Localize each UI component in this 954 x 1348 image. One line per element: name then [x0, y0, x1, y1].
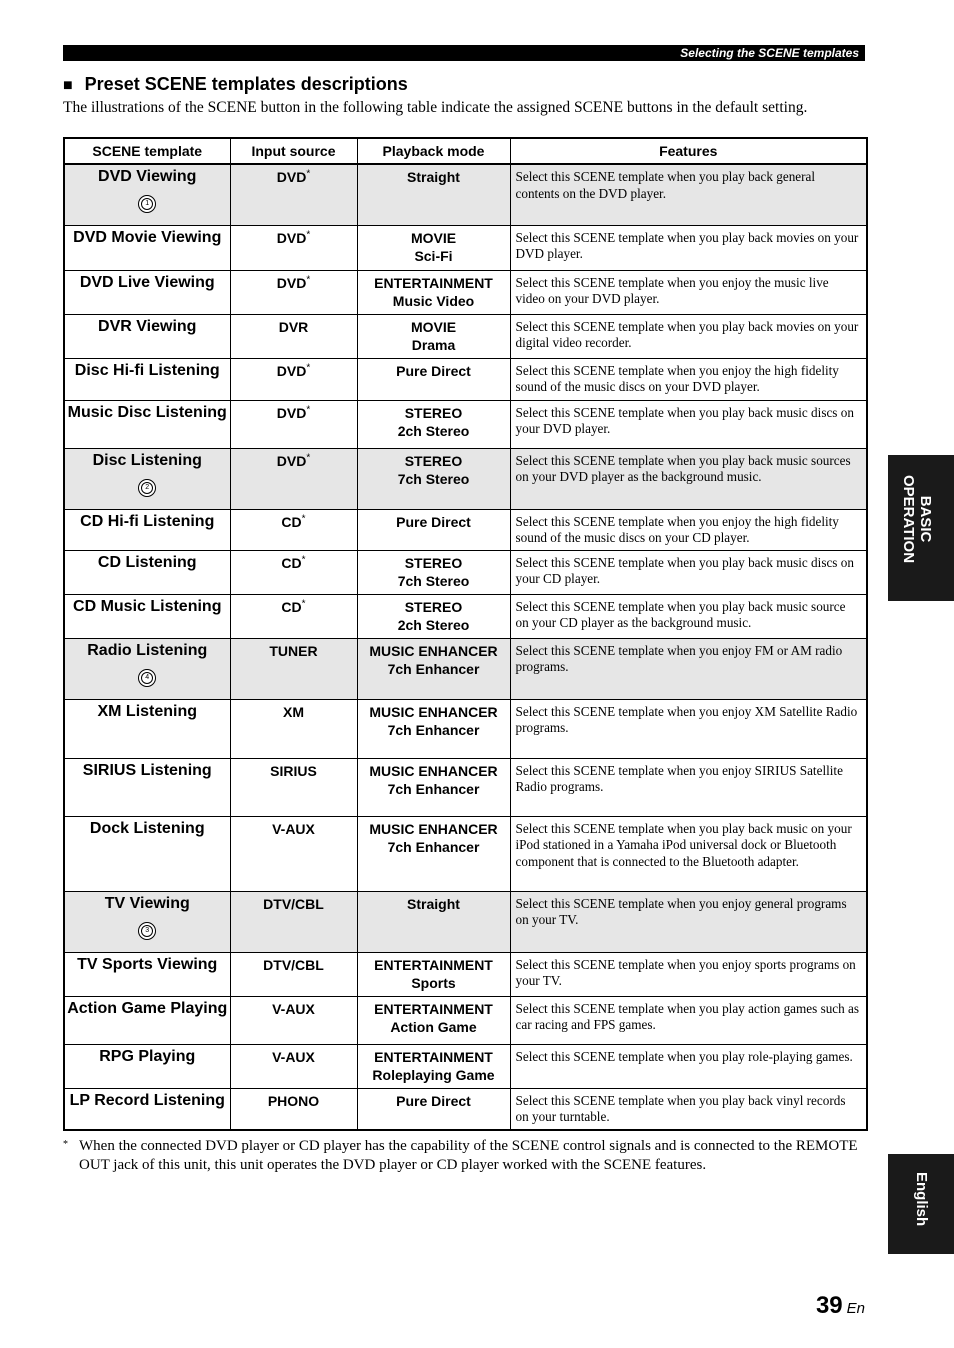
scene-template-name: DVD Viewing: [98, 168, 197, 185]
playback-mode-cell: [357, 314, 510, 358]
playback-mode: Straight: [407, 895, 460, 912]
footnote: [63, 1137, 858, 1175]
running-title: Selecting the SCENE templates: [680, 46, 859, 60]
page-number-value: 39: [815, 1292, 843, 1319]
playback-mode: Straight: [407, 169, 460, 185]
features-cell: Select this SCENE template when you play back movies on your DVD player.: [510, 225, 867, 270]
playback-mode: MUSIC ENHANCER: [369, 820, 498, 837]
footnote-asterisk: *: [306, 228, 311, 240]
playback-mode: MUSIC ENHANCER: [369, 762, 498, 779]
features-cell: Select this SCENE template when you play back music on your iPod stationed in a Yamaha iPod universal dock or Bluetooth component that is connected to the Bluetooth adapter.: [510, 816, 867, 891]
playback-submode: Sci-Fi: [414, 248, 453, 264]
scene-template-cell: [64, 400, 230, 448]
scene-template-cell: [64, 509, 230, 550]
footnote-text: When the connected DVD player or CD player has the capability of the SCENE control signals and is connected to the REMOTE OUT jack of this unit, this unit operates the DVD player or CD player worked with the SCENE features.: [79, 1138, 858, 1173]
playback-submode: 7ch Enhancer: [387, 661, 480, 677]
features-cell: Select this SCENE template when you enjoy the high fidelity sound of the music discs on your DVD player.: [510, 358, 867, 400]
scene-template-cell: [64, 1088, 230, 1130]
playback-submode: Music Video: [392, 293, 475, 309]
page-number: [816, 1292, 865, 1320]
features-cell: Select this SCENE template when you play back vinyl records on your turntable.: [510, 1088, 867, 1130]
footnote-asterisk: *: [306, 361, 311, 373]
input-source-cell: [230, 638, 357, 699]
scene-template-cell: [64, 638, 230, 699]
playback-mode-cell: [357, 952, 510, 996]
playback-mode: ENTERTAINMENT: [374, 956, 493, 973]
input-source: CD: [281, 513, 302, 530]
input-source: DVD: [276, 362, 307, 379]
scene-template-name: CD Music Listening: [73, 597, 222, 615]
section-marker: ■: [63, 77, 73, 94]
table-row: [64, 952, 867, 996]
scene-template-name: SIRIUS Listening: [82, 761, 212, 779]
scene-template-name: Disc Listening: [92, 451, 202, 469]
table-body: [64, 164, 867, 1130]
table-row: [64, 164, 867, 225]
playback-mode-cell: [357, 448, 510, 509]
playback-mode: STEREO: [404, 452, 463, 469]
input-source: CD: [281, 554, 302, 571]
playback-mode: ENTERTAINMENT: [374, 1048, 493, 1065]
footnote-asterisk: *: [306, 451, 311, 463]
playback-mode: STEREO: [404, 598, 463, 615]
table-row: [64, 550, 867, 594]
table-row: [64, 1088, 867, 1130]
input-source: DVD: [276, 404, 307, 421]
input-source: XM: [283, 703, 304, 720]
playback-mode: MOVIE: [410, 229, 457, 246]
scene-template-cell: [64, 270, 230, 314]
features-cell: Select this SCENE template when you play back music sources on your DVD player as the background music.: [510, 448, 867, 509]
table-row: [64, 1044, 867, 1088]
header-scene-template: SCENE template: [64, 138, 230, 164]
input-source-cell: [230, 358, 357, 400]
features-cell: Select this SCENE template when you enjoy general programs on your TV.: [510, 891, 867, 952]
playback-submode: Drama: [411, 337, 456, 353]
basic-operation-tab: [888, 455, 954, 601]
scene-template-name: Disc Hi-fi Listening: [74, 361, 220, 379]
footnote-asterisk: *: [306, 403, 311, 415]
intro-paragraph: The illustrations of the SCENE button in the following table indicate the assigned SCENE buttons in the default setting.: [63, 99, 808, 116]
scene-template-name: Dock Listening: [89, 819, 205, 837]
features-cell: Select this SCENE template when you play back music discs on your CD player.: [510, 550, 867, 594]
playback-mode: Pure Direct: [396, 1092, 471, 1109]
input-source-cell: [230, 1088, 357, 1130]
scene-button-icon: [138, 669, 156, 687]
input-source-cell: [230, 314, 357, 358]
playback-mode-cell: [357, 758, 510, 816]
playback-mode-cell: [357, 270, 510, 314]
footnote-asterisk: *: [306, 273, 311, 285]
table-row: [64, 699, 867, 758]
scene-template-name: Music Disc Listening: [67, 403, 227, 421]
playback-mode-cell: [357, 891, 510, 952]
playback-mode-cell: [357, 509, 510, 550]
scene-template-name: DVR Viewing: [98, 317, 197, 335]
scene-template-name: XM Listening: [97, 702, 198, 720]
header-features: Features: [510, 138, 867, 164]
scene-template-name: CD Hi-fi Listening: [80, 512, 215, 530]
english-label: English: [913, 1172, 930, 1227]
input-source-cell: [230, 225, 357, 270]
scene-template-cell: [64, 1044, 230, 1088]
footnote-asterisk: *: [301, 597, 306, 609]
table-row: [64, 891, 867, 952]
table-row: [64, 996, 867, 1044]
scene-template-cell: [64, 758, 230, 816]
scene-template-name: LP Record Listening: [69, 1091, 225, 1109]
basic-operation-label: [900, 475, 934, 563]
input-source-cell: [230, 448, 357, 509]
header-playback-mode: Playback mode: [357, 138, 510, 164]
table-row: [64, 816, 867, 891]
scene-template-cell: [64, 358, 230, 400]
features-cell: Select this SCENE template when you enjoy the music live video on your DVD player.: [510, 270, 867, 314]
scene-template-cell: [64, 225, 230, 270]
table-row: [64, 358, 867, 400]
footnote-mark: *: [63, 1139, 68, 1150]
input-source-cell: [230, 164, 357, 225]
input-source-cell: [230, 270, 357, 314]
scene-template-cell: [64, 164, 230, 225]
operation-line: OPERATION: [900, 475, 917, 564]
scene-template-name: TV Viewing: [104, 894, 190, 912]
scene-button-icon: [138, 195, 156, 213]
scene-template-name: DVD Live Viewing: [79, 273, 215, 291]
playback-submode: 7ch Enhancer: [387, 722, 480, 738]
playback-submode: Sports: [411, 975, 456, 991]
features-cell: Select this SCENE template when you enjoy SIRIUS Satellite Radio programs.: [510, 758, 867, 816]
input-source-cell: [230, 1044, 357, 1088]
playback-mode: STEREO: [404, 404, 463, 421]
features-cell: Select this SCENE template when you play back movies on your digital video recorder.: [510, 314, 867, 358]
scene-button-number: 3: [141, 925, 153, 937]
input-source-cell: [230, 952, 357, 996]
input-source: DVD: [276, 274, 307, 291]
playback-mode: STEREO: [404, 554, 463, 571]
footnote-asterisk: *: [301, 512, 306, 524]
scene-template-cell: [64, 550, 230, 594]
table-row: [64, 758, 867, 816]
input-source-cell: [230, 400, 357, 448]
playback-mode: Pure Direct: [396, 362, 471, 379]
playback-mode: MUSIC ENHANCER: [369, 642, 498, 659]
scene-template-cell: [64, 996, 230, 1044]
input-source: TUNER: [269, 642, 318, 659]
input-source: CD: [281, 598, 302, 615]
input-source-cell: [230, 891, 357, 952]
playback-mode-cell: [357, 1088, 510, 1130]
table-row: [64, 509, 867, 550]
features-cell: Select this SCENE template when you enjoy XM Satellite Radio programs.: [510, 699, 867, 758]
input-source: DTV/CBL: [263, 956, 324, 973]
scene-template-cell: [64, 891, 230, 952]
input-source-cell: [230, 816, 357, 891]
table-header-row: [64, 138, 867, 164]
features-cell: Select this SCENE template when you enjoy the high fidelity sound of the music discs on your CD player.: [510, 509, 867, 550]
input-source: V-AUX: [272, 1048, 315, 1065]
playback-submode: 7ch Stereo: [397, 573, 470, 589]
features-cell: Select this SCENE template when you play back music discs on your DVD player.: [510, 400, 867, 448]
input-source: DVD: [276, 452, 307, 469]
playback-mode: ENTERTAINMENT: [374, 274, 493, 291]
playback-mode: MOVIE: [410, 318, 457, 335]
table-row: [64, 448, 867, 509]
input-source: SIRIUS: [270, 762, 317, 779]
input-source-cell: [230, 594, 357, 638]
input-source-cell: [230, 509, 357, 550]
table-row: [64, 400, 867, 448]
playback-mode-cell: [357, 594, 510, 638]
playback-mode-cell: [357, 225, 510, 270]
features-cell: Select this SCENE template when you play action games such as car racing and FPS games.: [510, 996, 867, 1044]
scene-template-cell: [64, 314, 230, 358]
section-title-text: Preset SCENE templates descriptions: [84, 74, 408, 94]
table-row: [64, 314, 867, 358]
playback-submode: 7ch Stereo: [397, 471, 470, 487]
scene-template-cell: [64, 816, 230, 891]
scene-template-cell: [64, 448, 230, 509]
features-cell: Select this SCENE template when you play back music source on your CD player as the background music.: [510, 594, 867, 638]
playback-mode-cell: [357, 550, 510, 594]
features-cell: Select this SCENE template when you play role-playing games.: [510, 1044, 867, 1088]
scene-template-name: Radio Listening: [87, 641, 208, 659]
scene-template-name: Action Game Playing: [67, 999, 228, 1017]
input-source-cell: [230, 550, 357, 594]
scene-button-icon: [138, 922, 156, 940]
input-source: PHONO: [267, 1092, 320, 1109]
running-header: [63, 45, 865, 61]
table-row: [64, 270, 867, 314]
input-source: DVD: [276, 169, 307, 185]
scene-template-name: TV Sports Viewing: [77, 955, 218, 973]
scene-template-cell: [64, 699, 230, 758]
playback-mode-cell: [357, 699, 510, 758]
features-cell: Select this SCENE template when you enjoy FM or AM radio programs.: [510, 638, 867, 699]
playback-mode-cell: [357, 358, 510, 400]
scene-button-number: 2: [141, 482, 153, 494]
playback-submode: Roleplaying Game: [372, 1067, 495, 1083]
scene-button-number: 4: [141, 672, 153, 684]
input-source: V-AUX: [272, 820, 315, 837]
basic-line: BASIC: [917, 495, 934, 543]
section-title: [63, 74, 408, 95]
table-row: [64, 594, 867, 638]
playback-submode: 2ch Stereo: [397, 423, 470, 439]
scene-button-number: 1: [141, 198, 153, 210]
input-source: DTV/CBL: [263, 895, 324, 912]
playback-submode: 7ch Enhancer: [387, 839, 480, 855]
playback-submode: 2ch Stereo: [397, 617, 470, 633]
input-source: DVD: [276, 229, 307, 246]
playback-mode-cell: [357, 996, 510, 1044]
playback-mode-cell: [357, 400, 510, 448]
scene-template-cell: [64, 594, 230, 638]
english-tab: [888, 1154, 954, 1254]
scene-template-name: CD Listening: [97, 553, 197, 571]
playback-mode: Pure Direct: [396, 513, 471, 530]
scene-template-cell: [64, 952, 230, 996]
playback-mode-cell: [357, 638, 510, 699]
scene-button-icon: [138, 479, 156, 497]
scene-templates-table: [63, 137, 868, 1131]
page-language: En: [846, 1300, 865, 1317]
header-input-source: Input source: [230, 138, 357, 164]
playback-mode-cell: [357, 816, 510, 891]
playback-mode: ENTERTAINMENT: [374, 1000, 493, 1017]
features-cell: Select this SCENE template when you enjoy sports programs on your TV.: [510, 952, 867, 996]
input-source-cell: [230, 996, 357, 1044]
input-source: DVR: [278, 318, 309, 335]
playback-mode-cell: [357, 1044, 510, 1088]
input-source-cell: [230, 758, 357, 816]
footnote-asterisk: *: [306, 168, 311, 180]
input-source: V-AUX: [272, 1000, 315, 1017]
table-row: [64, 225, 867, 270]
playback-mode: MUSIC ENHANCER: [369, 703, 498, 720]
playback-submode: 7ch Enhancer: [387, 781, 480, 797]
input-source-cell: [230, 699, 357, 758]
table-row: [64, 638, 867, 699]
playback-mode-cell: [357, 164, 510, 225]
playback-submode: Action Game: [390, 1019, 477, 1035]
scene-template-name: RPG Playing: [99, 1047, 196, 1065]
features-cell: Select this SCENE template when you play back general contents on the DVD player.: [510, 164, 867, 225]
scene-template-name: DVD Movie Viewing: [73, 228, 222, 246]
footnote-asterisk: *: [301, 553, 306, 565]
